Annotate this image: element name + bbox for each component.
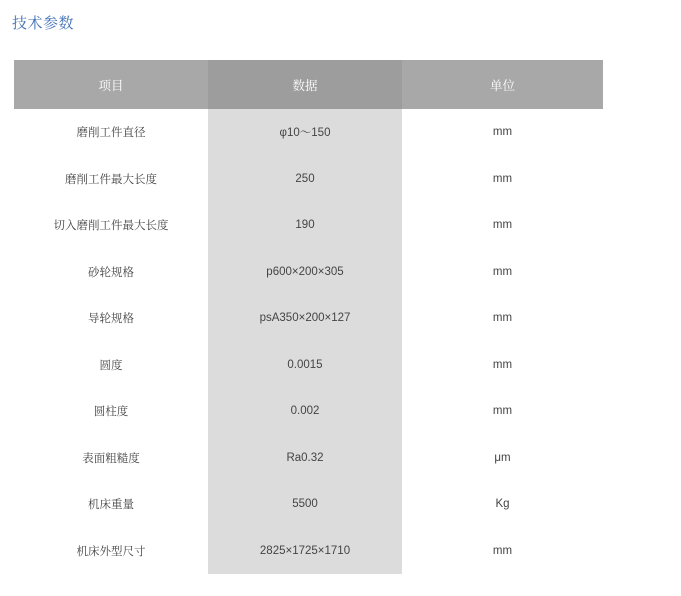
cell-unit: mm [402, 388, 603, 435]
column-header-item: 项目 [14, 60, 208, 109]
cell-unit: μm [402, 435, 603, 482]
cell-unit: mm [402, 528, 603, 575]
cell-data: 190 [208, 202, 402, 249]
page-title: 技术参数 [12, 15, 75, 32]
cell-unit: mm [402, 202, 603, 249]
table-row [14, 109, 603, 156]
column-header-data: 数据 [208, 60, 402, 109]
cell-item: 导轮规格 [14, 295, 208, 342]
table-row [14, 388, 603, 435]
table-row [14, 528, 603, 575]
table-row [14, 435, 603, 482]
cell-unit: mm [402, 156, 603, 203]
table-header-row [14, 60, 603, 109]
cell-item: 切入磨削工件最大长度 [14, 202, 208, 249]
cell-item: 机床外型尺寸 [14, 528, 208, 575]
table-header [14, 60, 603, 109]
table-row [14, 481, 603, 528]
cell-item: 磨削工件最大长度 [14, 156, 208, 203]
cell-item: 圆度 [14, 342, 208, 389]
cell-unit: mm [402, 109, 603, 156]
cell-item: 表面粗糙度 [14, 435, 208, 482]
cell-unit: mm [402, 342, 603, 389]
cell-data: 0.0015 [208, 342, 402, 389]
cell-data: 0.002 [208, 388, 402, 435]
table-row [14, 156, 603, 203]
table-row [14, 342, 603, 389]
cell-item: 砂轮规格 [14, 249, 208, 296]
technical-parameters-table [14, 60, 603, 574]
cell-item: 圆柱度 [14, 388, 208, 435]
cell-data: p600×200×305 [208, 249, 402, 296]
cell-item: 磨削工件直径 [14, 109, 208, 156]
column-header-unit: 单位 [402, 60, 603, 109]
cell-item: 机床重量 [14, 481, 208, 528]
cell-unit: mm [402, 249, 603, 296]
cell-data: Ra0.32 [208, 435, 402, 482]
cell-data: psA350×200×127 [208, 295, 402, 342]
cell-data: 2825×1725×1710 [208, 528, 402, 575]
cell-unit: mm [402, 295, 603, 342]
cell-data: φ10～150 [208, 109, 402, 156]
cell-data: 5500 [208, 481, 402, 528]
table-row [14, 249, 603, 296]
table-row [14, 202, 603, 249]
cell-data: 250 [208, 156, 402, 203]
cell-unit: Kg [402, 481, 603, 528]
table-body [14, 109, 603, 574]
table-row [14, 295, 603, 342]
